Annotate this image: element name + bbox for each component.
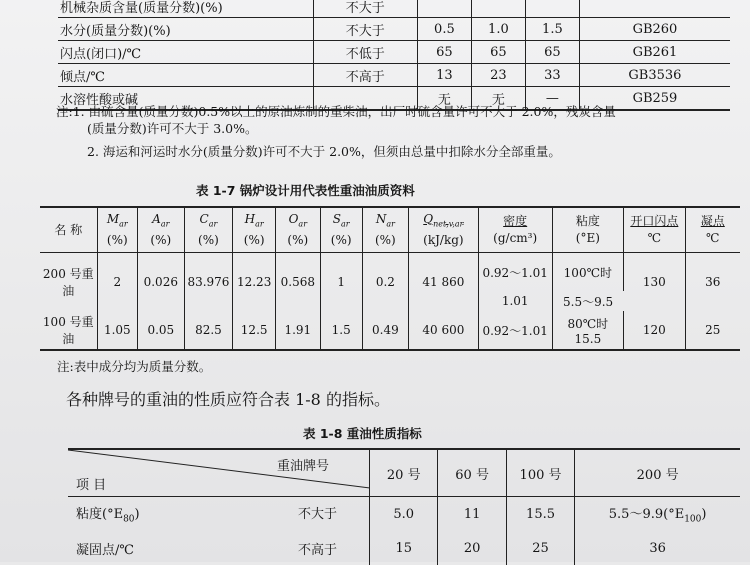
cell-n: 0.49 — [362, 311, 408, 350]
table-row — [68, 497, 740, 532]
diagonal-header-cell — [68, 449, 370, 497]
cell-value: 1.5 — [525, 18, 579, 41]
cell-value: 65 — [417, 41, 471, 64]
table-1-7-header-row — [40, 207, 740, 253]
col-flash-header: 开口闪点 ℃ — [624, 207, 685, 253]
col-viscosity-header: 粘度 (°E) — [552, 207, 624, 253]
col-o-header: $O_{ar}$ (%) — [276, 207, 321, 253]
row-name: 100 号重油 — [40, 311, 97, 350]
cell-value: 33 — [525, 64, 579, 87]
cell-value: 5.0 — [370, 497, 438, 532]
cell-method: GB261 — [579, 41, 730, 64]
cell-cond: 25 — [685, 311, 740, 350]
row-condition: 不高于 — [298, 542, 338, 558]
note-line-1: 注:1. 由硫含量(质量分数)0.5%以上的原油炼制的重柴油，出厂时硫含量许可不大于 2.0%，残炭含量 — [56, 104, 616, 119]
cell-density: 0.92～1.01 — [478, 311, 552, 350]
cell-value: 1.0 — [471, 18, 525, 41]
cell-m: 2 — [97, 253, 137, 312]
cell-a: 0.026 — [138, 253, 185, 312]
cell-method — [579, 0, 730, 18]
cell-density: 0.92～1.01 — [478, 253, 552, 292]
table-row — [58, 64, 730, 87]
row-name: 200 号重油 — [40, 253, 97, 312]
cell-s: 1.5 — [320, 311, 362, 350]
row-item-cell — [68, 497, 370, 532]
cell-value: 15.5 — [506, 497, 574, 532]
row-item-label: 机械杂质含量(质量分数)(%) — [58, 0, 313, 18]
cell-flash: 120 — [624, 311, 685, 350]
cell-q: 40 600 — [408, 311, 478, 350]
spec-table-top — [58, 0, 730, 111]
header-item-label: 项 目 — [76, 478, 107, 493]
col-cond-header: 凝点 ℃ — [685, 207, 740, 253]
row-item-label: 水分(质量分数)(%) — [58, 18, 313, 41]
notes-block — [56, 103, 736, 160]
cell-value — [525, 0, 579, 18]
cell-value: 65 — [525, 41, 579, 64]
row-item-label: 粘度$(^\circ E_{80})$ — [76, 507, 140, 525]
row-condition: 不低于 — [313, 41, 417, 64]
cell-value: 20 — [438, 531, 506, 565]
cell-method: GB3536 — [579, 64, 730, 87]
cell-method: GB259 — [579, 87, 730, 111]
cell-value — [417, 0, 471, 18]
cell-viscosity: 100℃时 — [552, 253, 624, 292]
col-m-header: $M_{ar}$ (%) — [97, 207, 137, 253]
row-condition: 不大于 — [313, 0, 417, 18]
col-q-header: $Q_{net,v,ar}$ (kJ/kg) — [408, 207, 478, 253]
table-1-8-caption: 表 1-8 重油性质指标 — [303, 426, 422, 441]
grade-header: 60 号 — [438, 449, 506, 497]
grade-header: 200 号 — [575, 449, 740, 497]
row-item-label: 凝固点/℃ — [76, 542, 134, 558]
row-item-label: 倾点/℃ — [58, 64, 313, 87]
cell-o: 0.568 — [276, 253, 321, 312]
cell-c: 82.5 — [184, 311, 233, 350]
cell-q: 41 860 — [408, 253, 478, 312]
body-paragraph: 各种牌号的重油的性质应符合表 1-8 的指标。 — [66, 390, 390, 409]
grade-header: 20 号 — [370, 449, 438, 497]
row-condition: 不大于 — [298, 507, 338, 523]
col-s-header: $S_{ar}$ (%) — [320, 207, 362, 253]
note-line-2: (质量分数)许可不大于 3.0%。 — [87, 121, 258, 136]
cell-value: 13 — [417, 64, 471, 87]
cell-n: 0.2 — [362, 253, 408, 312]
row-condition: 不大于 — [313, 18, 417, 41]
cell-method: GB260 — [579, 18, 730, 41]
cell-h: 12.23 — [233, 253, 276, 312]
cell-density-2: 1.01 — [478, 291, 552, 311]
row-item-label: 闪点(闭口)/℃ — [58, 41, 313, 64]
cell-viscosity-2: 5.5～9.5 — [563, 294, 614, 309]
cell-h: 12.5 — [233, 311, 276, 350]
table-1-8 — [68, 448, 740, 565]
col-n-header: $N_{ar}$ (%) — [362, 207, 408, 253]
cell-value: $5.5\sim 9.9(^\circ E_{100})$ — [608, 507, 707, 525]
cell-value: 36 — [649, 540, 666, 556]
cell-value: 0.5 — [417, 18, 471, 41]
cell-value — [471, 0, 525, 18]
row-condition: 不高于 — [313, 64, 417, 87]
col-c-header: $C_{ar}$ (%) — [184, 207, 233, 253]
cell-c: 83.976 — [184, 253, 233, 312]
table-row — [58, 0, 730, 18]
header-grade-label: 重油牌号 — [277, 459, 330, 474]
cell-value: 无 — [471, 87, 525, 111]
col-name-header: 名 称 — [40, 207, 97, 253]
table-1-8-header-row — [68, 449, 740, 497]
cell-value: 23 — [471, 64, 525, 87]
cell-a: 0.05 — [138, 311, 185, 350]
cell-m: 1.05 — [97, 311, 137, 350]
cell-value: 15 — [370, 531, 438, 565]
row-item-label: 水溶性酸或碱 — [58, 87, 313, 111]
table-row — [58, 41, 730, 64]
table-1-7-note: 注:表中成分均为质量分数。 — [57, 359, 212, 374]
table-row — [40, 311, 740, 350]
row-item-cell — [68, 531, 370, 565]
col-h-header: $H_{ar}$ (%) — [233, 207, 276, 253]
table-row — [40, 253, 740, 292]
table-1-7 — [40, 206, 740, 351]
cell-value: 无 — [417, 87, 471, 111]
table-row — [68, 531, 740, 565]
note-line-3: 2. 海运和河运时水分(质量分数)许可不大于 2.0%，但须由总量中扣除水分全部重量。 — [87, 144, 561, 159]
cell-viscosity: 80℃时 15.5 — [552, 311, 624, 350]
grade-header: 100 号 — [506, 449, 574, 497]
cell-o: 1.91 — [276, 311, 321, 350]
cell-value: 11 — [438, 497, 506, 532]
cell-value: — — [525, 87, 579, 111]
cell-value: 65 — [471, 41, 525, 64]
table-row — [58, 18, 730, 41]
cell-flash: 130 — [624, 253, 685, 312]
col-density-header: 密度 (g/cm³) — [478, 207, 552, 253]
cell-cond: 36 — [705, 275, 721, 289]
cell-s: 1 — [320, 253, 362, 312]
table-1-7-caption: 表 1-7 锅炉设计用代表性重油油质资料 — [196, 183, 415, 198]
cell-value: 25 — [506, 531, 574, 565]
col-a-header: $A_{ar}$ (%) — [138, 207, 185, 253]
